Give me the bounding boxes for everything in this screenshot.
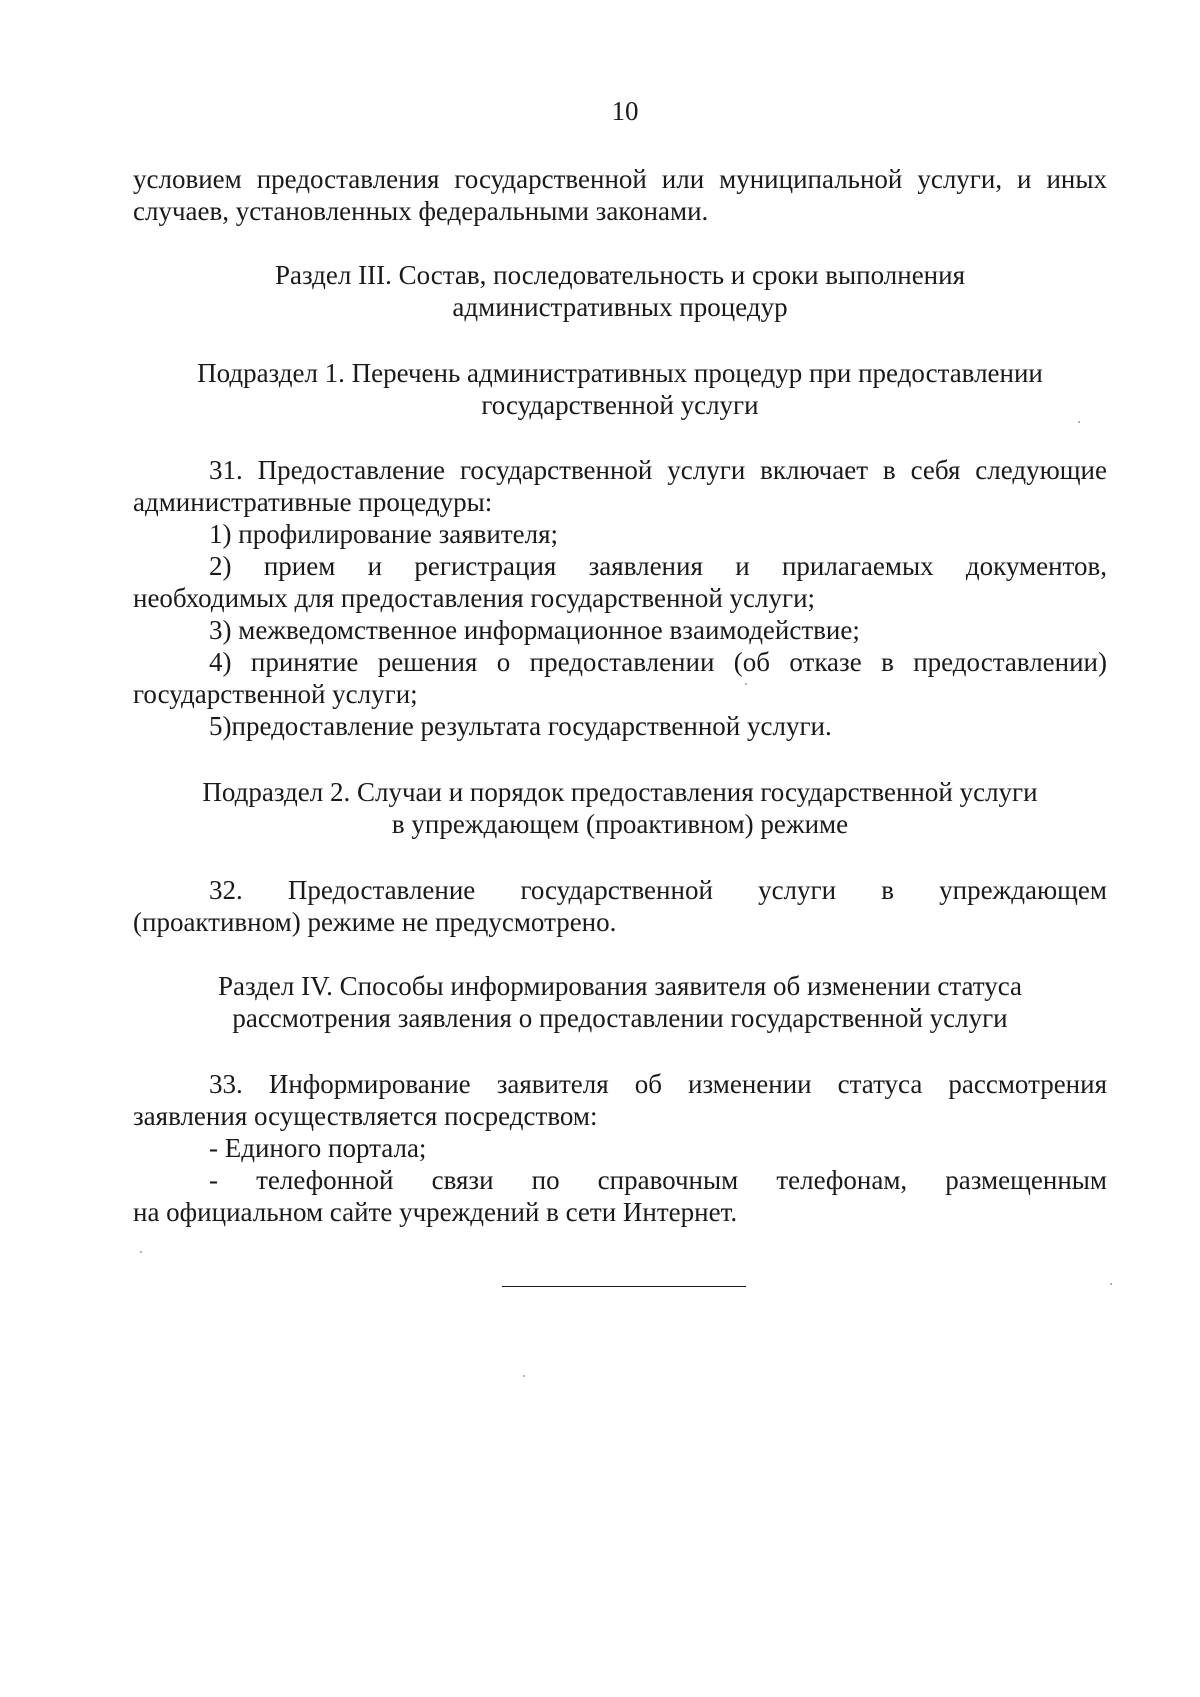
scan-speck (140, 1251, 142, 1253)
text-line: заявления осуществляется посредством: (133, 1101, 598, 1131)
paragraph-31 (133, 454, 1107, 742)
text-line: 33. Информирование заявителя об изменении статуса рассмотрения (209, 1069, 1107, 1099)
heading-line: рассмотрения заявления о предоставлении государственной услуги (232, 1003, 1008, 1033)
text-line: условием предоставления государственной или муниципальной услуги, и иных (133, 164, 1107, 194)
text-line: административные процедуры: (133, 487, 493, 517)
list-item: 4) принятие решения о предоставлении (об отказе в предоставлении) (209, 647, 1107, 677)
list-item-continuation: на официальном сайте учреждений в сети Интернет. (133, 1197, 738, 1227)
heading-line: Подраздел 2. Случаи и порядок предоставления государственной услуги (202, 777, 1038, 807)
list-item: - телефонной связи по справочным телефонам, размещенным (209, 1165, 1107, 1195)
list-item: 5)предоставление результата государственной услуги. (209, 711, 832, 741)
paragraph-33 (133, 1068, 1107, 1228)
heading-line: Раздел III. Состав, последовательность и сроки выполнения (275, 260, 965, 290)
heading-line: Раздел IV. Способы информирования заявителя об изменении статуса (218, 971, 1022, 1001)
text-line: 32. Предоставление государственной услуги в упреждающем (209, 875, 1107, 905)
closing-rule (502, 1286, 746, 1287)
text-line: 31. Предоставление государственной услуги включает в себя следующие (209, 455, 1107, 485)
list-item: - Единого портала; (209, 1133, 427, 1163)
subsection-heading (133, 776, 1107, 840)
section-heading (133, 970, 1107, 1034)
heading-line: Подраздел 1. Перечень административных процедур при предоставлении (197, 358, 1043, 388)
scan-speck (523, 1375, 525, 1377)
text-line: случаев, установленных федеральными законами. (133, 196, 709, 226)
text-line: (проактивном) режиме не предусмотрено. (133, 907, 617, 937)
heading-line: в упреждающем (проактивном) режиме (391, 809, 849, 839)
intro-paragraph (133, 163, 1107, 227)
heading-line: государственной услуги (481, 390, 759, 420)
heading-line: административных процедур (452, 292, 788, 322)
subsection-heading (133, 357, 1107, 421)
page-number: 10 (611, 96, 639, 126)
list-item: 1) профилирование заявителя; (209, 519, 559, 549)
scan-speck (745, 683, 747, 685)
paragraph-32 (133, 874, 1107, 938)
scan-speck (1110, 1283, 1112, 1285)
list-item: 2) прием и регистрация заявления и прилагаемых документов, (209, 551, 1107, 581)
section-heading (133, 259, 1107, 323)
list-item-continuation: государственной услуги; (133, 679, 418, 709)
list-item-continuation: необходимых для предоставления государственной услуги; (133, 583, 816, 613)
list-item: 3) межведомственное информационное взаимодействие; (209, 615, 860, 645)
scan-speck (1078, 421, 1080, 423)
